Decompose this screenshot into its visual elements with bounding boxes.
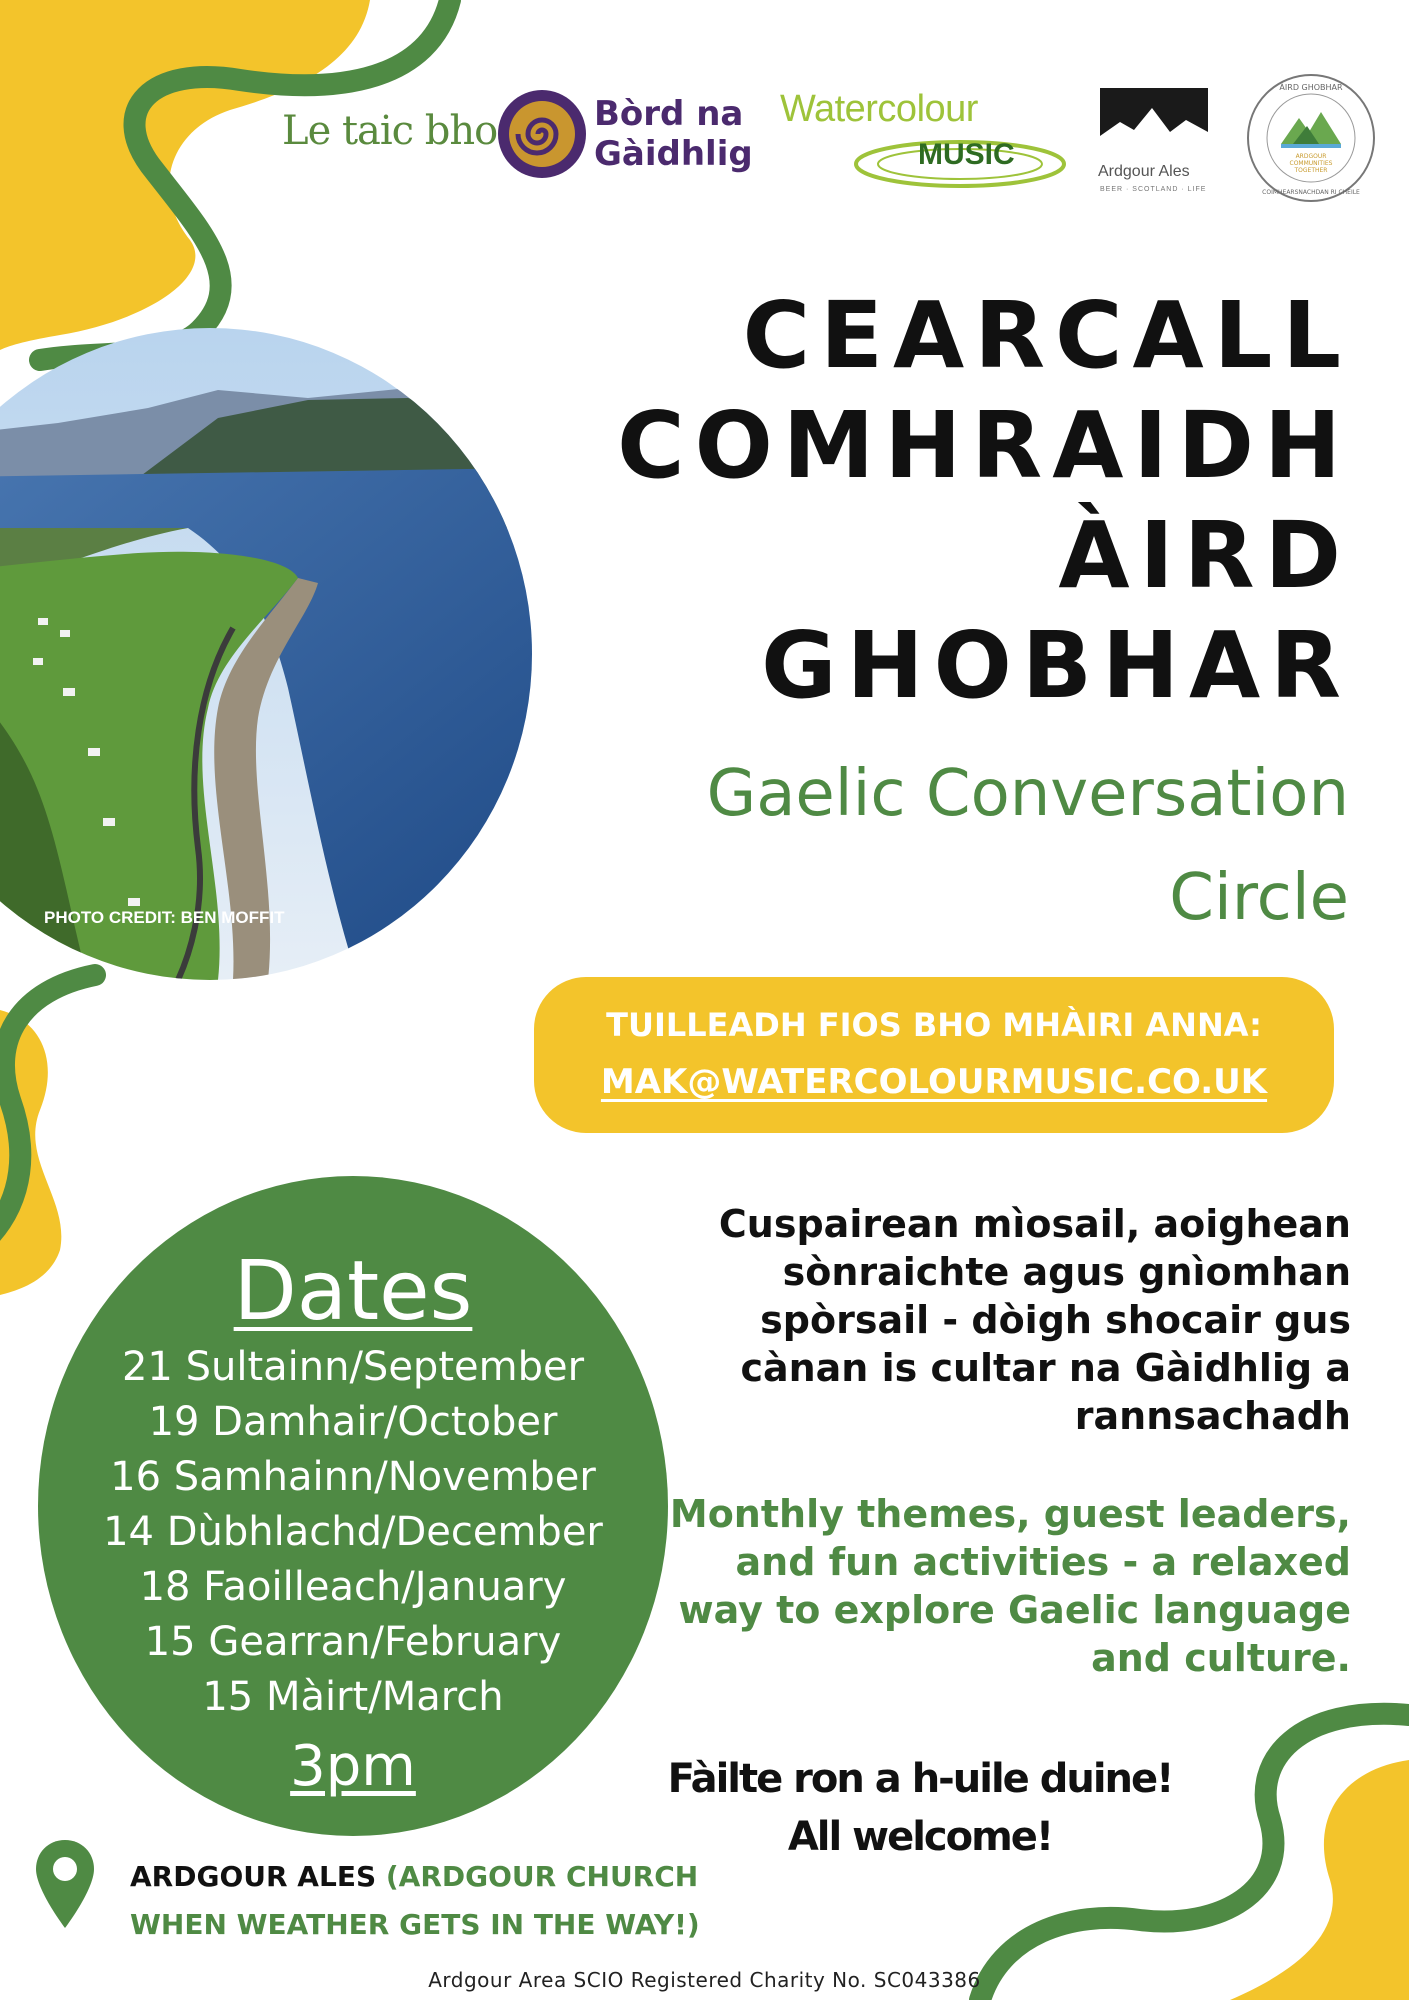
title-line-1: CEARCALL: [742, 282, 1351, 389]
date-item: 21 Sultainn/September: [121, 1344, 585, 1390]
map-pin-icon: [34, 1838, 96, 1930]
description-gaelic: Cuspairean mìosail, aoighean sònraichte agus gnìomhan spòrsail - dòigh shocair gus cànan is cultar na Gàidhlig a rannsachadh: [718, 1202, 1351, 1438]
charity-footer: Ardgour Area SCIO Registered Charity No. SC043386: [428, 1968, 981, 1992]
location-line-1: [130, 1853, 730, 1901]
welcome-gaelic: Fàilte ron a h-uile duine!: [667, 1756, 1173, 1802]
date-item: 19 Damhair/October: [148, 1399, 558, 1445]
title-line-2: COMHRAIDH: [617, 392, 1351, 499]
bord-line-1: Bòrd na: [594, 94, 744, 134]
date-item: 16 Samhainn/November: [110, 1454, 596, 1500]
venue-name: ARDGOUR ALES: [130, 1860, 377, 1893]
ardgour-ales-name: Ardgour Ales: [1098, 163, 1190, 180]
welcome-message: [620, 1750, 1220, 1866]
mountain-logo-icon: [1100, 88, 1208, 148]
svg-text:ARDGOUR: ARDGOUR: [1295, 153, 1327, 160]
venue-alt-1: (ARDGOUR CHURCH: [385, 1860, 699, 1893]
location-text: [130, 1853, 730, 1949]
svg-text:COMMUNITIES: COMMUNITIES: [1289, 160, 1333, 167]
title-line-3: ÀIRD: [1058, 502, 1351, 609]
welcome-english: All welcome!: [787, 1814, 1053, 1860]
contact-email-link[interactable]: MAK@WATERCOLOURMUSIC.CO.UK: [600, 1062, 1268, 1102]
title-line-4: GHOBHAR: [761, 612, 1351, 719]
support-text: Le taic bho: [282, 108, 498, 154]
svg-text:COIMHEARSNACHDAN RI CHÈILE: COIMHEARSNACHDAN RI CHÈILE: [1262, 189, 1360, 196]
description-english: Monthly themes, guest leaders, and fun activities - a relaxed way to explore Gaelic language and culture.: [669, 1492, 1351, 1680]
music-text: MUSIC: [918, 138, 1015, 171]
date-item: 15 Gearran/February: [144, 1619, 562, 1665]
subtitle-line-1: Gaelic Conversation: [706, 757, 1349, 831]
date-item: 14 Dùbhlachd/December: [103, 1509, 603, 1555]
ardgour-ales-tagline: BEER · SCOTLAND · LIFE: [1100, 186, 1207, 193]
spiral-logo-icon: [496, 88, 588, 180]
subtitle: [707, 742, 1349, 950]
bord-na-gaidhlig-text: [594, 94, 753, 174]
date-item: 18 Faoilleach/January: [139, 1564, 567, 1610]
yellow-blob-top-left: [0, 0, 370, 350]
venue-alt-2: WHEN WEATHER GETS IN THE WAY!): [130, 1908, 700, 1941]
dates-heading: Dates: [233, 1244, 473, 1339]
bord-line-2: Gàidhlig: [594, 134, 753, 174]
ardgour-communities-seal-icon: [1245, 72, 1377, 204]
contact-label: TUILLEADH FIOS BHO MHÀIRI ANNA:: [606, 1006, 1262, 1044]
svg-text:ÀIRD GHOBHAR: ÀIRD GHOBHAR: [1279, 83, 1343, 92]
svg-text:TOGETHER: TOGETHER: [1294, 167, 1328, 174]
watercolour-text: Watercolour: [780, 88, 978, 130]
dates-list: [38, 1340, 668, 1725]
date-item: 15 Màirt/March: [202, 1674, 504, 1720]
event-time: 3pm: [290, 1734, 416, 1799]
subtitle-line-2: Circle: [1169, 861, 1349, 935]
contact-banner: [534, 977, 1334, 1133]
photo-credit: PHOTO CREDIT: BEN MOFFIT: [44, 908, 285, 927]
